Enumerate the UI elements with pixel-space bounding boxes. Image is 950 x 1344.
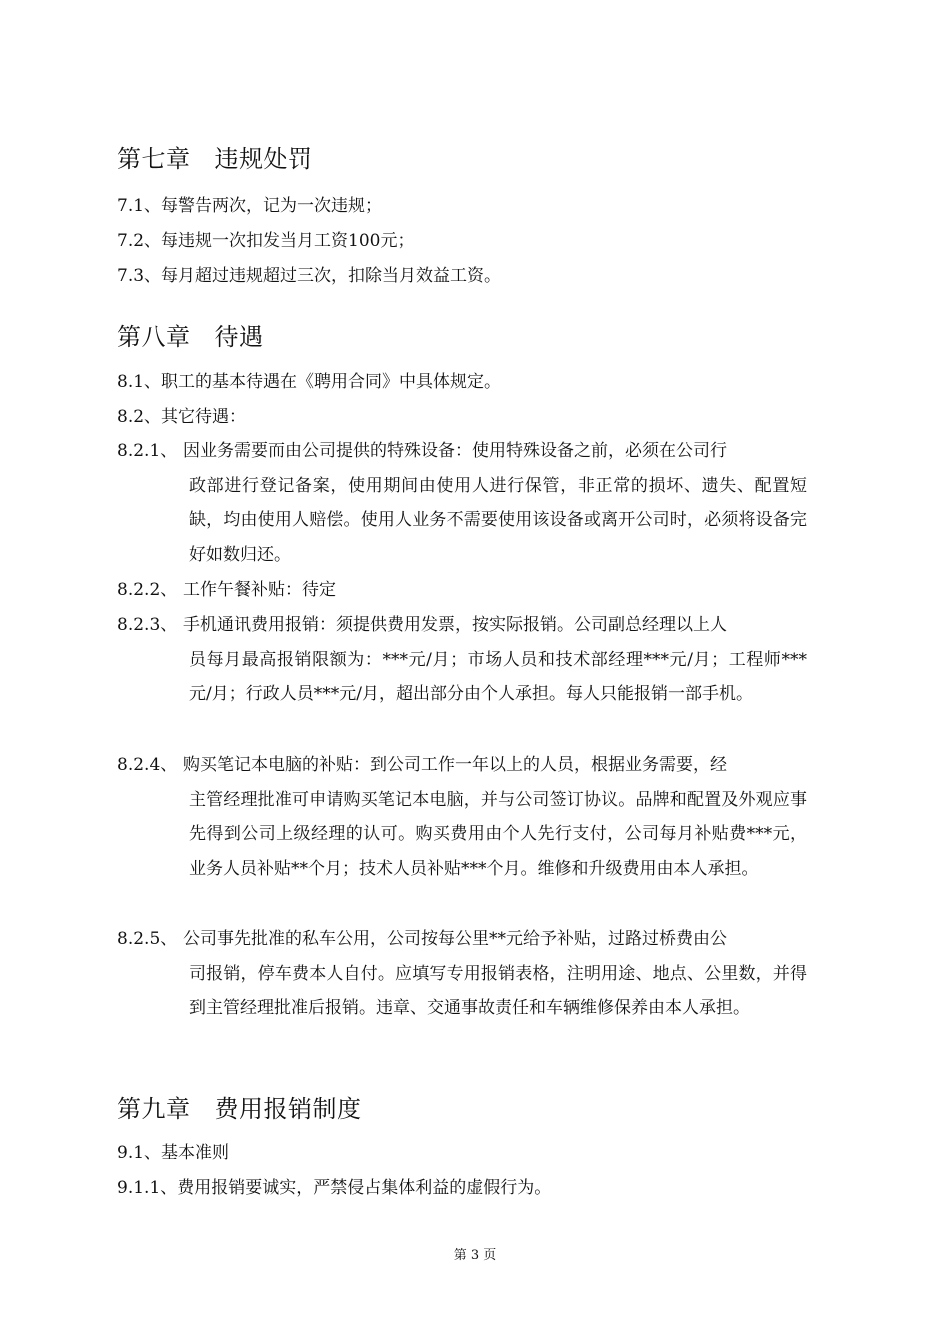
clause-number: 8.2.4、	[117, 755, 178, 775]
clause-8-2-4	[117, 748, 807, 886]
chapter-7-heading	[117, 144, 313, 174]
clause-first-line: 公司事先批准的私车公用，公司按每公里**元给予补贴，过路过桥费由公	[183, 929, 727, 949]
clause-number: 8.2.3、	[117, 615, 178, 635]
clause-first-line: 工作午餐补贴：待定	[183, 580, 336, 600]
clause-continuation: 主管经理批准可申请购买笔记本电脑，并与公司签订协议。品牌和配置及外观应事先得到公司上级经理的认可。购买费用由个人先行支付，公司每月补贴费***元，业务人员补贴**个月；技术人员补贴***个月。维修和升级费用由本人承担。	[189, 789, 807, 879]
clause-first-line: 因业务需要而由公司提供的特殊设备：使用特殊设备之前，必须在公司行	[183, 441, 727, 461]
chapter-7-number: 第七章	[117, 145, 191, 173]
chapter-9-number: 第九章	[117, 1095, 191, 1123]
chapter-8-title: 待遇	[214, 323, 264, 351]
chapter-9-heading	[117, 1094, 362, 1124]
chapter-9-title: 费用报销制度	[214, 1095, 362, 1123]
clause-continuation: 政部进行登记备案，使用期间由使用人进行保管，非正常的损坏、遗失、配置短缺，均由使用人赔偿。使用人业务不需要使用该设备或离开公司时，必须将设备完好如数归还。	[189, 475, 807, 565]
clause-8-1: 8.1、职工的基本待遇在《聘用合同》中具体规定。	[117, 372, 502, 392]
clause-8-2: 8.2、其它待遇：	[117, 407, 247, 427]
page-number: 第 3 页	[453, 1248, 497, 1263]
clause-number: 8.2.5、	[117, 929, 178, 949]
clause-7-2: 7.2、每违规一次扣发当月工资100元；	[117, 231, 415, 251]
chapter-8-number: 第八章	[117, 323, 191, 351]
clause-7-1: 7.1、每警告两次，记为一次违规；	[117, 196, 383, 216]
clause-9-1-1: 9.1.1、费用报销要诚实，严禁侵占集体利益的虚假行为。	[117, 1178, 552, 1198]
clause-first-line: 购买笔记本电脑的补贴：到公司工作一年以上的人员，根据业务需要，经	[183, 755, 727, 775]
clause-9-1: 9.1、基本准则	[117, 1143, 230, 1163]
clause-8-2-5	[117, 922, 807, 1026]
clause-number: 8.2.1、	[117, 441, 178, 461]
clause-8-2-1	[117, 434, 807, 572]
clause-number: 8.2.2、	[117, 580, 178, 600]
clause-8-2-2	[117, 573, 807, 608]
clause-7-3: 7.3、每月超过违规超过三次，扣除当月效益工资。	[117, 266, 502, 286]
clause-first-line: 手机通讯费用报销：须提供费用发票，按实际报销。公司副总经理以上人	[183, 615, 727, 635]
clause-continuation: 员每月最高报销限额为：***元/月；市场人员和技术部经理***元/月；工程师***元/月；行政人员***元/月，超出部分由个人承担。每人只能报销一部手机。	[189, 649, 807, 704]
chapter-8-heading	[117, 322, 264, 352]
clause-continuation: 司报销，停车费本人自付。应填写专用报销表格，注明用途、地点、公里数，并得到主管经理批准后报销。违章、交通事故责任和车辆维修保养由本人承担。	[189, 963, 807, 1018]
clause-8-2-3	[117, 608, 807, 712]
chapter-7-title: 违规处罚	[214, 145, 313, 173]
